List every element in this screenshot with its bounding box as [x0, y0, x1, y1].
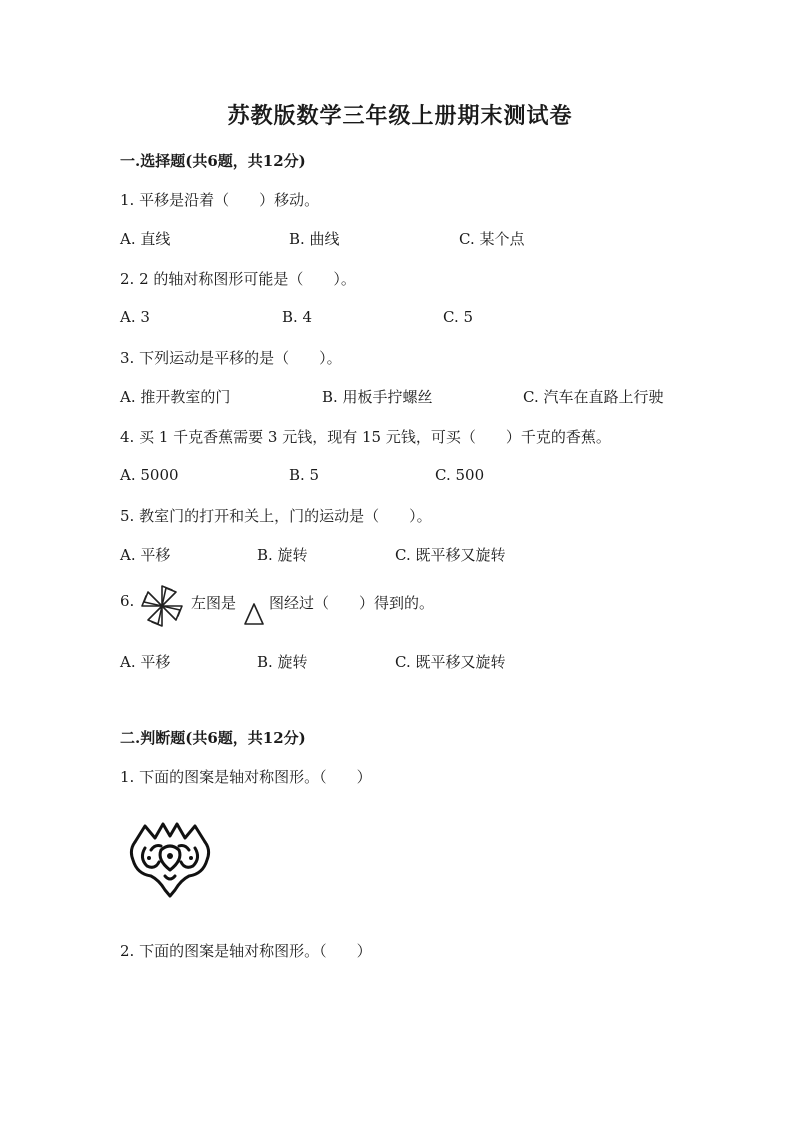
question-6-number: 6. — [120, 592, 135, 610]
option-a: A. 直线 — [120, 230, 171, 248]
page-title: 苏教版数学三年级上册期末测试卷 — [227, 103, 573, 129]
question-1: 1. 平移是沿着（ ）移动。 — [120, 191, 320, 209]
triangle-icon — [243, 602, 265, 626]
option-c: C. 5 — [443, 308, 474, 326]
question-2: 2. 2 的轴对称图形可能是（ ）。 — [120, 270, 356, 288]
question-5: 5. 教室门的打开和关上，门的运动是（ ）。 — [120, 507, 432, 525]
option-a: A. 平移 — [120, 653, 171, 671]
option-c: C. 既平移又旋转 — [395, 653, 506, 671]
option-b: B. 5 — [289, 466, 320, 484]
option-b: B. 旋转 — [257, 653, 308, 671]
option-a: A. 推开教室的门 — [120, 388, 231, 406]
section-heading-judgement: 二.判断题(共6题，共12分) — [120, 729, 306, 747]
option-a: A. 5000 — [120, 466, 179, 484]
option-b: B. 曲线 — [289, 230, 340, 248]
question-3: 3. 下列运动是平移的是（ ）。 — [120, 349, 342, 367]
pinwheel-icon — [140, 584, 184, 628]
option-c: C. 500 — [435, 466, 485, 484]
option-c: C. 汽车在直路上行驶 — [523, 388, 664, 406]
judgement-question-2: 2. 下面的图案是轴对称图形。（ ） — [120, 942, 372, 960]
option-b: B. 用板手拧螺丝 — [322, 388, 433, 406]
option-b: B. 4 — [282, 308, 313, 326]
option-a: A. 平移 — [120, 546, 171, 564]
option-a: A. 3 — [120, 308, 150, 326]
option-c: C. 某个点 — [459, 230, 525, 248]
question-4: 4. 买 1 千克香蕉需要 3 元钱，现有 15 元钱，可买（ ）千克的香蕉。 — [120, 428, 611, 446]
judgement-question-1: 1. 下面的图案是轴对称图形。（ ） — [120, 768, 372, 786]
flower-pattern-icon — [125, 820, 215, 898]
section-heading-choice: 一.选择题(共6题，共12分) — [120, 152, 306, 170]
question-6-text-a: 左图是 — [191, 594, 237, 612]
option-b: B. 旋转 — [257, 546, 308, 564]
question-6-text-b: 图经过（ ）得到的。 — [269, 594, 435, 612]
option-c: C. 既平移又旋转 — [395, 546, 506, 564]
